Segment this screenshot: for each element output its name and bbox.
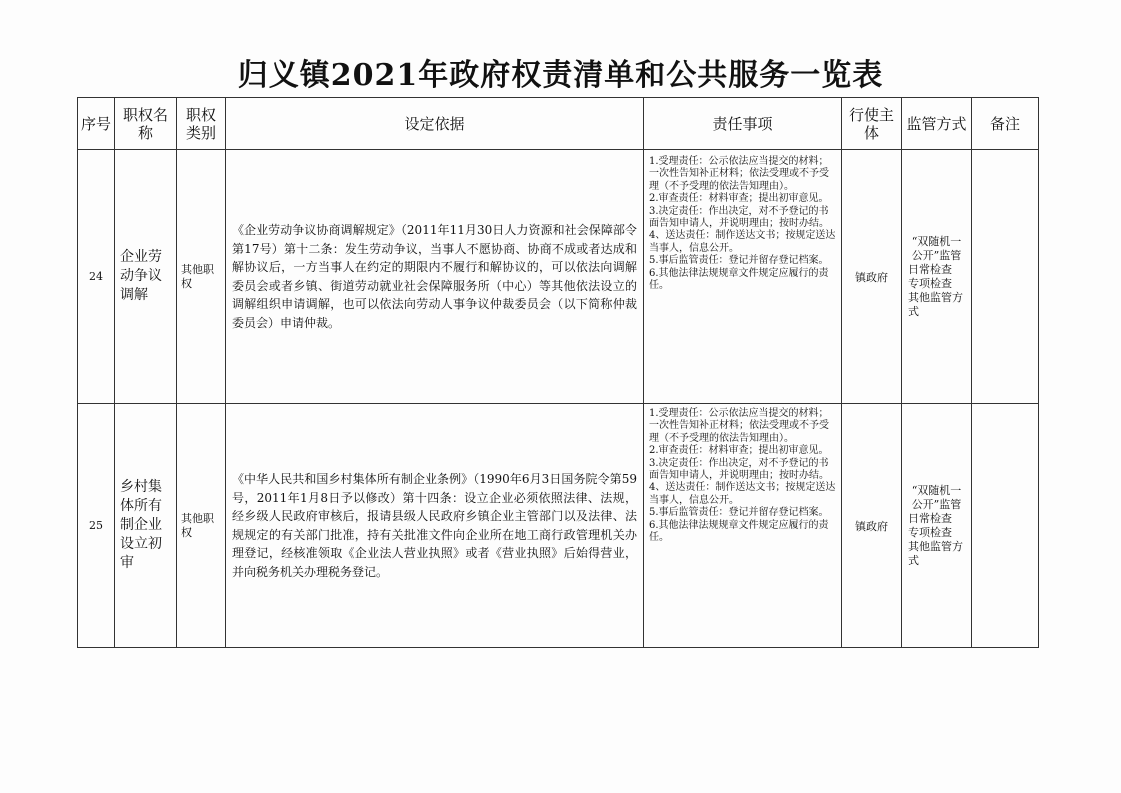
row-remarks [972, 150, 1039, 404]
page-title: 归义镇2021年政府权责清单和公共服务一览表 [237, 58, 884, 93]
row-supervision [902, 404, 972, 648]
supervision-method: “双随机一公开”监管 [911, 483, 962, 511]
row-power-category: 其他职权 [177, 150, 226, 404]
responsibility-item: 6.其他法律法规规章文件规定应履行的责任。 [649, 267, 829, 292]
table-header-row [78, 98, 1039, 150]
table-row [78, 404, 1039, 648]
header-category: 职权类别 [177, 98, 226, 150]
row-power-name: 乡村集体所有制企业设立初审 [115, 404, 177, 648]
responsibility-item: 3.决定责任：作出决定，对不予登记的书面告知申请人，并说明理由；按时办结。 [649, 457, 829, 482]
row-remarks [972, 404, 1039, 648]
supervision-method: 专项检查 [908, 525, 952, 539]
supervision-method: 其他监管方式 [908, 539, 963, 567]
supervision-method: 日常检查 [908, 511, 952, 525]
supervision-method: “双随机一公开”监管 [911, 234, 962, 262]
row-responsibilities [644, 404, 842, 648]
header-remarks: 备注 [972, 98, 1039, 150]
responsibility-item: 1.受理责任：公示依法应当提交的材料；一次性告知补正材料；依法受理或不予受理（不予受理的依法告知理由）。 [649, 156, 829, 192]
row-power-name: 企业劳动争议调解 [115, 150, 177, 404]
row-executing-body: 镇政府 [842, 150, 902, 404]
supervision-method: 专项检查 [908, 276, 952, 290]
header-no: 序号 [78, 98, 115, 150]
supervision-method: 日常检查 [908, 262, 952, 276]
responsibility-item: 4、送达责任：制作送达文书；按规定送达当事人，信息公开。 [649, 482, 836, 506]
row-power-category: 其他职权 [177, 404, 226, 648]
power-list-table [77, 97, 1039, 648]
row-no: 25 [78, 404, 115, 648]
header-responsibility: 责任事项 [644, 98, 842, 150]
row-executing-body: 镇政府 [842, 404, 902, 648]
row-responsibilities [644, 150, 842, 404]
supervision-method: 其他监管方式 [908, 290, 963, 318]
row-supervision [902, 150, 972, 404]
responsibility-item: 6.其他法律法规规章文件规定应履行的责任。 [649, 519, 829, 544]
table-row [78, 150, 1039, 404]
responsibility-item: 4、送达责任：制作送达文书；按规定送达当事人，信息公开。 [649, 230, 836, 254]
header-body: 行使主体 [842, 98, 902, 150]
header-supervision: 监管方式 [902, 98, 972, 150]
responsibility-item: 5.事后监管责任：登记并留存登记档案。 [649, 507, 829, 519]
responsibility-item: 2.审查责任：材料审查；提出初审意见。 [649, 445, 829, 457]
header-name: 职权名称 [115, 98, 177, 150]
header-basis: 设定依据 [226, 98, 644, 150]
responsibility-item: 3.决定责任：作出决定，对不予登记的书面告知申请人，并说明理由；按时办结。 [649, 205, 829, 230]
row-legal-basis: 《企业劳动争议协商调解规定》（2011年11月30日人力资源和社会保障部令第17号）第十二条：发生劳动争议，当事人不愿协商、协商不成或者达成和解协议后，一方当事人在约定的期限内不履行和解协议的，可以依法向调解委员会或者乡镇、街道劳动就业社会保障服务所（中心）等其他依法设立的调解组织申请调解，也可以依法向劳动人事争议仲裁委员会（以下简称仲裁委员会）申请仲裁。 [226, 150, 644, 404]
responsibility-item: 2.审查责任：材料审查；提出初审意见。 [649, 193, 829, 205]
responsibility-item: 1.受理责任：公示依法应当提交的材料；一次性告知补正材料；依法受理或不予受理（不予受理的依法告知理由）。 [649, 408, 829, 444]
responsibility-item: 5.事后监管责任：登记并留存登记档案。 [649, 255, 829, 267]
row-no: 24 [78, 150, 115, 404]
row-legal-basis: 《中华人民共和国乡村集体所有制企业条例》（1990年6月3日国务院令第59号，2011年1月8日予以修改）第十四条：设立企业必须依照法律、法规，经乡级人民政府审核后，报请县级人民政府乡镇企业主管部门以及法律、法规规定的有关部门批准，持有关批准文件向企业所在地工商行政管理机关办理登记，经核准领取《企业法人营业执照》或者《营业执照》后始得营业，并向税务机关办理税务登记。 [226, 404, 644, 648]
